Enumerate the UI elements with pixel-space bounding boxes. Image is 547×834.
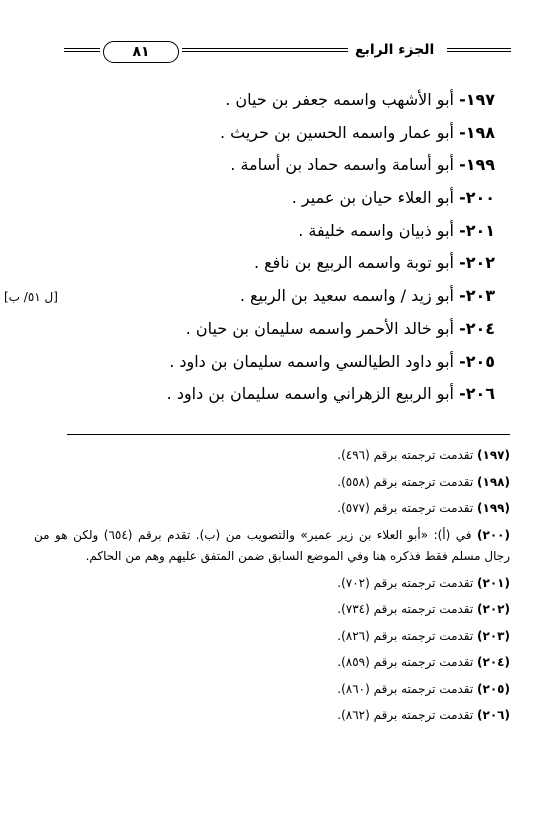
list-item [65,346,495,379]
footnote-number: (٢٠٠) [477,527,510,542]
entry-text: أبو خالد الأحمر واسمه سليمان بن حيان . [185,318,454,338]
footnote [34,702,510,729]
footnote-text: تقدمت ترجمته برقم (٨٦٢). [337,708,474,722]
entry-number: ٢٠٣- [459,286,495,306]
entry-text: أبو عمار واسمه الحسين بن حريث . [219,122,454,142]
list-item [65,182,495,215]
entry-text: أبو زيد / واسمه سعيد بن الربيع . [239,286,454,306]
entry-text: أبو توبة واسمه الربيع بن نافع . [253,253,454,273]
entry-number: ١٩٩- [459,155,495,175]
footnote-number: (٢٠٢) [477,602,510,616]
footnote [34,469,510,496]
page-header [64,38,513,68]
entry-number: ١٩٨- [459,122,495,142]
entry-text: أبو الربيع الزهراني واسمه سليمان بن داود . [166,384,454,404]
entry-text: أبو أسامة واسمه حماد بن أسامة . [230,155,454,175]
entry-number: ١٩٧- [459,90,495,109]
footnotes [34,442,510,729]
entry-text: أبو داود الطيالسي واسمه سليمان بن داود . [169,351,454,371]
entry-number: ٢٠١- [459,220,495,240]
footnote-text: تقدمت ترجمته برقم (٨٥٩). [337,655,474,669]
list-item [65,149,495,182]
list-item [65,84,495,117]
entry-text: أبو الأشهب واسمه جعفر بن حيان . [225,90,454,109]
entry-number: ٢٠٠- [459,188,495,208]
footnote [34,596,510,623]
list-item [65,117,495,150]
entry-number: ٢٠٦- [459,384,495,404]
footnote [34,442,510,469]
list-item [65,313,495,346]
footnote-number: (١٩٨) [477,474,510,489]
footnote [34,522,510,570]
manuscript-folio-note: [ل ٥١/ ب] [4,290,58,304]
footnote [34,570,510,597]
footnote [34,623,510,650]
entry-number: ٢٠٥- [459,351,495,371]
footnote-text: تقدمت ترجمته برقم (٥٧٧). [337,501,474,515]
footnote-number: (٢٠٦) [477,708,510,722]
footnote-text: تقدمت ترجمته برقم (٧٠٢). [337,575,474,590]
footnote-number: (٢٠٤) [477,655,510,669]
header-rule-right [447,48,511,52]
entry-text: أبو العلاء حيان بن عمير . [291,188,454,208]
entry-text: أبو ذبيان واسمه خليفة . [298,220,454,240]
footnote-text: تقدمت ترجمته برقم (٨٦٠). [337,681,474,696]
list-item [65,247,495,280]
footnote-number: (٢٠٣) [477,628,510,643]
footnote-number: (١٩٩) [477,501,510,515]
footnote-text: تقدمت ترجمته برقم (٧٣٤). [337,602,474,616]
header-rule-middle [182,48,348,52]
footnote-number: (١٩٧) [477,448,510,462]
page-number: ٨١ [103,41,179,63]
entries-list [65,84,495,411]
footnote [34,495,510,522]
footnote-number: (٢٠٥) [477,681,510,696]
footnote-text: تقدمت ترجمته برقم (٥٥٨). [337,474,474,489]
footnote-text: في (أ): «أبو العلاء بن زير عمير» والتصويب من (ب). تقدم برقم (٦٥٤) ولكن هو من رجال مسلم فقط فذكره هنا وفي الموضع السابق ضمن المتفق عليهم وهم من الحاكم. [34,527,510,563]
list-item [65,280,495,313]
entry-number: ٢٠٢- [459,253,495,273]
header-title: الجزء الرابع [355,42,435,58]
footnote [34,649,510,676]
footnote-divider [67,434,510,435]
footnote [34,676,510,703]
footnote-number: (٢٠١) [477,575,510,590]
list-item [65,378,495,411]
footnote-text: تقدمت ترجمته برقم (٨٢٦). [337,628,474,643]
entry-number: ٢٠٤- [459,318,495,338]
footnote-text: تقدمت ترجمته برقم (٤٩٦). [337,448,474,462]
list-item [65,215,495,248]
header-rule-left [64,48,100,52]
